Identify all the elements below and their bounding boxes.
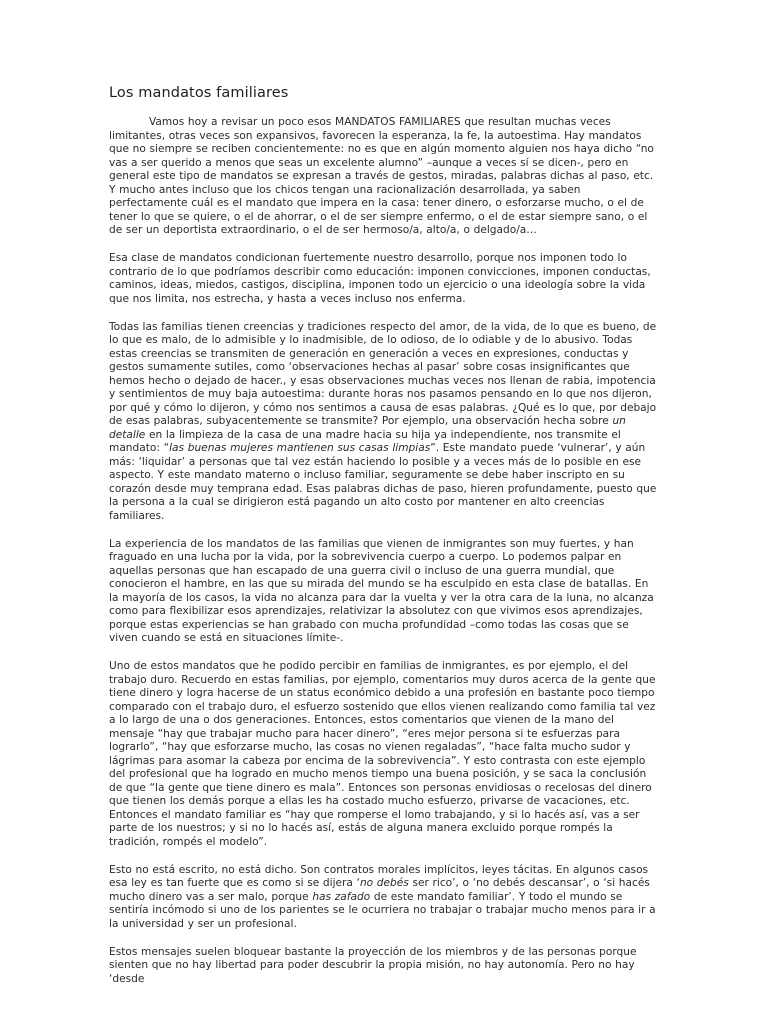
paragraph-text: ”. Este mandato puede ‘vulnerar’, y aún más: ‘liquidar’ a personas que tal vez están haciendo lo posible y a veces más de lo posible en ese aspecto. Y este mandato materno o incluso familiar, seguramente se debe haber inscripto en su corazón desde muy temprana edad. Esas palabras dichas de paso, hieren profundamente, puesto que la persona a la cual se dirigieron está pagando un alto costo por mantener en alto creencias familiares. <box>109 442 657 522</box>
paragraph-text: Vamos hoy a revisar un poco esos MANDATOS FAMILIARES que resultan muchas veces limitantes, otras veces son expansivos, favorecen la esperanza, la fe, la autoestima. Hay mandatos que no siempre se reciben concientemente: no es que en algún momento alguien nos haya dicho “no vas a ser querido a menos que seas un excelente alumno” –aunque a veces sí se dicen-, pero en general este tipo de mandatos se expresan a través de gestos, miradas, palabras dichas al paso, etc. Y mucho antes incluso que los chicos tengan una racionalización desarrollada, ya saben perfectamente cuál es el mandato que impera en la casa: tener dinero, o esforzarse mucho, o el de tener lo que se quiere, o el de ahorrar, o el de ser siempre enfermo, o el de estar siempre sano, o el de ser un deportista extraordinario, o el de ser hermoso/a, alto/a, o delgado/a… <box>109 116 654 236</box>
emphasized-text: un detalle <box>109 415 626 441</box>
paragraph-text: La experiencia de los mandatos de las familias que vienen de inmigrantes son muy fuertes, y han fraguado en una lucha por la vida, por la sobrevivencia cuerpo a cuerpo. Lo podemos palpar en aquellas personas que han escapado de una guerra civil o incluso de una guerra mundial, que conocieron el hambre, en las que su mirada del mundo se ha esculpido en esta clase de batallas. En la mayoría de los casos, la vida no alcanza para dar la vuelta y ver la otra cara de la luna, no alcanza como para flexibilizar esos aprendizajes, relativizar la absolutez con que vivimos esos aprendizajes, porque estas experiencias se han grabado con mucha profundidad –como todas las cosas que se viven cuando se está en situaciones límite-. <box>109 537 654 644</box>
body-paragraph <box>109 864 659 932</box>
emphasized-text: las buenas mujeres mantienen sus casas limpias <box>169 442 431 454</box>
body-paragraph <box>109 252 659 306</box>
body-paragraph <box>109 321 659 524</box>
body-paragraph <box>109 538 659 646</box>
body-paragraph <box>109 116 659 238</box>
emphasized-text: no debés <box>359 877 409 889</box>
body-paragraph <box>109 660 659 849</box>
document-body <box>109 116 659 986</box>
paragraph-text: Esa clase de mandatos condicionan fuertemente nuestro desarrollo, porque nos imponen todo lo contrario de lo que podríamos describir como educación: imponen convicciones, imponen conductas, caminos, ideas, miedos, castigos, disciplina, imponen todo un ejercicio o una ideología sobre la vida que nos limita, nos estrecha, y hasta a veces incluso nos enferma. <box>109 252 651 305</box>
paragraph-text: Estos mensajes suelen bloquear bastante la proyección de los miembros y de las personas porque sienten que no hay libertad para poder descubrir la propia misión, no hay autonomía. Pero no hay ‘desde <box>109 945 637 985</box>
document-page <box>109 80 659 1001</box>
emphasized-text: has zafado <box>312 890 371 903</box>
paragraph-text: en la limpieza de la casa de una madre hacia su hija ya independiente, nos transmite el mandato: “ <box>109 428 621 454</box>
paragraph-text: Uno de estos mandatos que he podido percibir en familias de inmigrantes, es por ejemplo, el del trabajo duro. Recuerdo en estas familias, por ejemplo, comentarios muy duros acerca de la gente que tiene dinero y logra hacerse de un status económico debido a una profesión en bastante poco tiempo comparado con el trabajo duro, el esfuerzo sostenido que ellos vienen realizando como familia tal vez a lo largo de una o dos generaciones. Entonces, estos comentarios que vienen de la mano del mensaje “hay que trabajar mucho para hacer dinero”, “eres mejor persona si te esfuerzas para lograrlo”, “hay que esforzarse mucho, las cosas no vienen regaladas”, “hace falta mucho sudor y lágrimas para asomar la cabeza por encima de la sobrevivencia”. Y esto contrasta con este ejemplo del profesional que ha logrado en mucho menos tiempo una buena posición, y se saca la conclusión de que “la gente que tiene dinero es mala”. Entonces son personas envidiosas o recelosas del dinero que tienen los demás porque a ellas les ha costado mucho esfuerzo, privarse de vacaciones, etc. Entonces el mandato familiar es “hay que romperse el lomo trabajando, y si lo hacés así, vas a ser parte de los nuestros; y si no lo hacés así, estás de alguna manera excluido porque rompés la tradición, rompés el modelo”. <box>109 660 656 848</box>
paragraph-text: Esto no está escrito, no está dicho. Son contratos morales implícitos, leyes tácitas. En algunos casos esa ley es tan fuerte que es como si se dijera ‘ <box>109 863 649 889</box>
paragraph-text: Todas las familias tienen creencias y tradiciones respecto del amor, de la vida, de lo que es bueno, de lo que es malo, de lo admisible y lo inadmisible, de lo odioso, de lo odiable y de lo abusivo. Todas estas creencias se transmiten de generación en generación a veces en expresiones, conductas y gestos sumamente sutiles, como ‘observaciones hechas al pasar’ sobre cosas insignificantes que hemos hecho o dejado de hacer., y esas observaciones muchas veces nos llenan de rabia, impotencia y sentimientos de muy baja autoestima: durante horas nos pasamos pensando en lo que nos dijeron, por qué y cómo lo dijeron, y cómo nos sentimos a causa de esas palabras. ¿Qué es lo que, por debajo de esas palabras, subyacentemente se transmite? Por ejemplo, una observación hecha sobre <box>109 320 657 427</box>
paragraph-text: ser rico’, o ‘no debés descansar’, o ‘si hacés mucho dinero vas a ser malo, porque <box>109 877 650 903</box>
paragraph-text: de este mandato familiar’. Y todo el mundo se sentiría incómodo si uno de los parientes se le ocurriera no trabajar o trabajar mucho menos para ir a la universidad y ser un profesional. <box>109 890 656 930</box>
body-paragraph <box>109 946 659 987</box>
document-title: Los mandatos familiares <box>109 85 289 101</box>
